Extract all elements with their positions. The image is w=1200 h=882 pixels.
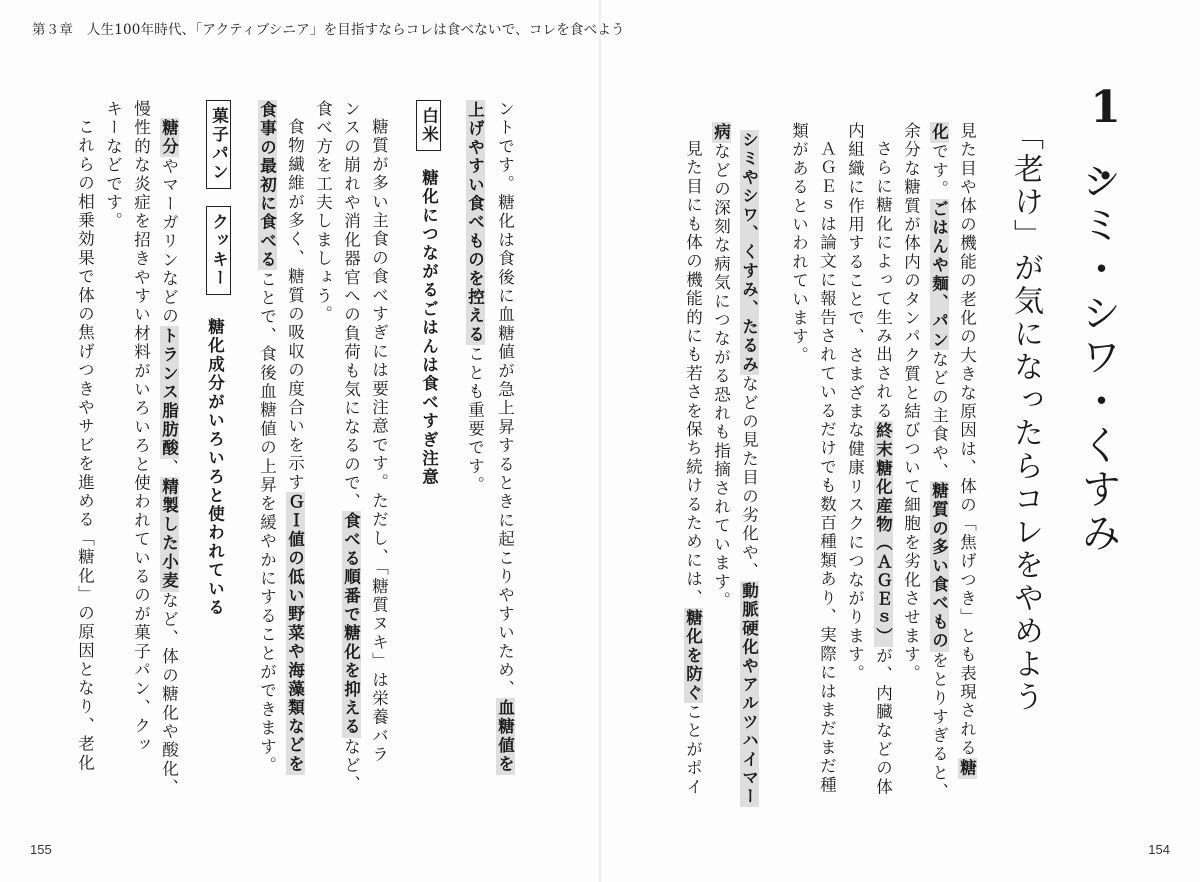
highlight-run: 血糖値を — [495, 699, 515, 775]
text-run: をとりすぎると、 — [929, 651, 949, 802]
text-run: 慢性的な炎症を招きやすい材料がいろいろと使われているのが菓子パン、クッ — [131, 100, 151, 755]
text-run: ＡＧＥｓは論文に報告されているだけでも数百種類あり、実際にはまだまだ種 — [817, 140, 837, 795]
text-column — [846, 122, 863, 822]
highlight-run: 糖化を防ぐ — [683, 608, 703, 702]
text-run: ことがポイ — [683, 703, 703, 797]
section-title: シミ・シワ・くすみ — [1075, 160, 1121, 556]
highlight-run: 糖分 — [159, 119, 179, 157]
text-run: など、 — [341, 737, 361, 794]
page-gutter — [599, 0, 601, 882]
kashipan-heading — [206, 318, 223, 882]
text-run: やマーガリンなどの — [159, 157, 179, 326]
text-run: 余分な糖質が体内のタンパク質と結びついて細胞を劣化させます。 — [901, 122, 921, 683]
text-run: など、体の糖化や酸化、 — [159, 591, 179, 798]
highlight-run: 動脈硬化やアルツハイマー — [739, 581, 759, 807]
text-run: などの深刻な病気につながる恐れも指摘されています。 — [711, 142, 731, 611]
text-run: が、内臓などの体 — [873, 646, 893, 797]
highlight-run: トランス脂肪酸 — [159, 326, 179, 458]
text-run: などの主食や、 — [929, 350, 949, 482]
section-number: 1. — [1080, 82, 1131, 196]
text-run: です。 — [929, 142, 949, 199]
highlight-run: 糖質の多い食べもの — [929, 482, 949, 651]
text-column — [930, 122, 947, 822]
highlight-run: 食べる順番で糖化を抑える — [341, 512, 361, 737]
text-run: 見た目や体の機能の老化の大きな原因は、体の「焦げつき」とも表現される — [957, 122, 977, 758]
highlight-run: 上げやすい食べものを控える — [465, 101, 485, 345]
subheading: 糖化につながるごはんは食べすぎ注意 — [419, 169, 439, 488]
text-run: 食べ方を工夫しましょう。 — [313, 100, 333, 325]
text-column — [132, 100, 149, 800]
text-column — [370, 118, 387, 818]
text-run: これらの相乗効果で体の焦げつきやサビを進める「糖化」の原因となり、老化 — [75, 118, 95, 773]
page-number-left: 155 — [30, 842, 52, 857]
text-run: 見た目にも体の機能的にも若さを保ち続けるためには、 — [683, 140, 703, 608]
highlight-run: 食事の最初に食べる — [257, 101, 277, 270]
text-column — [740, 130, 757, 830]
highlight-run: ごはんや麺、パン — [929, 199, 949, 350]
text-run: などの見た目の劣化や、 — [739, 375, 759, 581]
text-column — [160, 118, 177, 818]
text-column — [258, 100, 275, 800]
text-column — [958, 122, 975, 822]
text-column — [314, 100, 331, 800]
text-run: ンスの崩れや消化器官への負荷も気になるので、 — [341, 100, 361, 512]
category-label-hakumai: 白米 — [416, 100, 441, 151]
text-column — [76, 118, 93, 818]
text-column — [286, 118, 303, 818]
text-column — [104, 100, 121, 800]
text-column — [466, 100, 483, 800]
page-number-right: 154 — [1148, 842, 1170, 857]
hakumai-heading — [416, 100, 441, 800]
highlight-run: 病 — [711, 123, 731, 142]
highlight-run: ＧＩ値の低い野菜や海藻類などを — [285, 493, 305, 774]
text-run: さらに糖化によって生み出される — [873, 140, 893, 421]
section-subtitle: 「老け」が気になったらコレをやめよう — [1008, 120, 1043, 714]
text-column — [496, 100, 513, 800]
running-head: 第３章 人生100年時代、「アクティブシニア」を目指すならコレは食べないで、コレを食べよう — [32, 22, 625, 38]
text-run: 糖質が多い主食の食べすぎには要注意です。ただし、「糖質ヌキ」は栄養バラ — [369, 118, 389, 765]
text-column — [818, 140, 835, 840]
text-run: 内組織に作用することで、さまざまな健康リスクにつながります。 — [845, 122, 865, 683]
highlight-run: 化 — [929, 123, 949, 142]
highlight-run: シミやシワ、くすみ、たるみ — [739, 131, 759, 375]
highlight-run: 終末糖化産物（ＡＧＥｓ） — [873, 421, 893, 646]
text-column — [684, 140, 701, 840]
text-column — [874, 140, 891, 840]
text-run: キーなどです。 — [103, 100, 123, 231]
text-column — [790, 122, 807, 822]
text-run: ことも重要です。 — [465, 345, 485, 495]
text-run: 食物繊維が多く、糖質の吸収の度合いを示す — [285, 118, 305, 492]
text-column — [712, 122, 729, 822]
text-column — [902, 122, 919, 822]
text-run: ントです。糖化は食後に血糖値が急上昇するときに起こりやすいため、 — [495, 100, 515, 699]
category-label-kashipan: 菓子パン — [206, 100, 231, 189]
text-run: ことで、食後血糖値の上昇を緩やかにすることができます。 — [257, 270, 277, 776]
highlight-run: 精製した小麦 — [159, 478, 179, 591]
text-run: 類があるといわれています。 — [789, 122, 809, 366]
text-column — [342, 100, 359, 800]
text-run: 、 — [159, 458, 179, 478]
highlight-run: 糖 — [957, 758, 977, 778]
subheading: 糖化成分がいろいろと使われている — [205, 318, 225, 618]
category-label-cookie: クッキー — [206, 206, 231, 295]
